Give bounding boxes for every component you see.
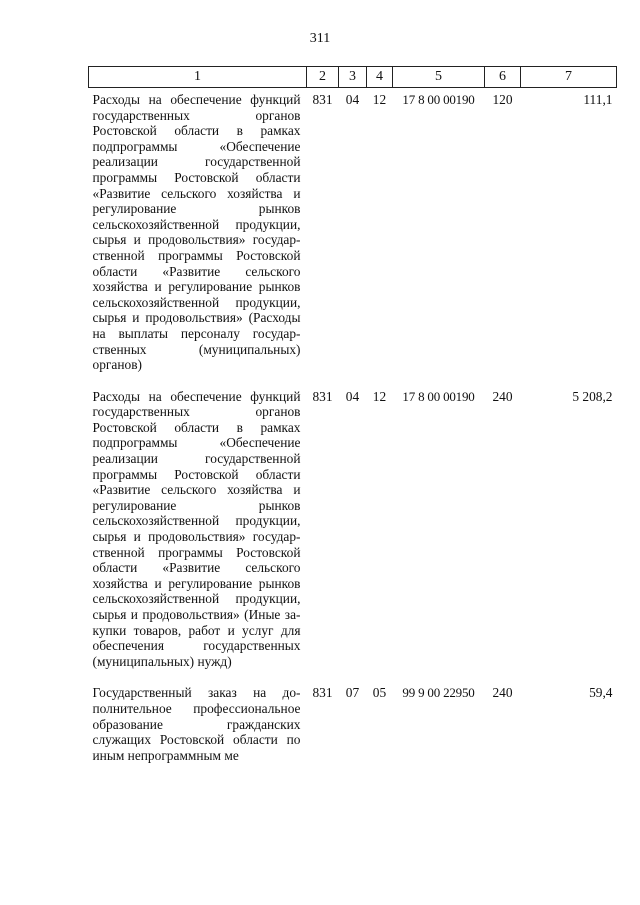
header-col-3: 3 <box>339 67 367 88</box>
row-target-article: 99 9 00 22950 <box>402 685 475 701</box>
header-col-1: 1 <box>89 67 307 88</box>
header-col-2: 2 <box>307 67 339 88</box>
header-row <box>89 67 617 88</box>
table-row <box>89 88 617 385</box>
row-amount: 5 208,2 <box>572 388 613 404</box>
row-section-code: 07 <box>345 685 360 701</box>
row-amount: 111,1 <box>583 92 613 107</box>
row-amount: 59,4 <box>589 685 613 701</box>
row-subsection-code: 12 <box>372 388 387 404</box>
row-target-article: 17 8 00 00190 <box>402 388 475 404</box>
row-ministry-code: 831 <box>312 388 333 404</box>
row-target-article: 17 8 00 00190 <box>402 92 475 107</box>
row-subsection-code: 05 <box>372 685 387 701</box>
table-row <box>89 385 617 682</box>
row-section-code: 04 <box>345 388 360 404</box>
row-ministry-code: 831 <box>312 685 333 701</box>
budget-table <box>88 66 617 775</box>
row-subsection-code: 12 <box>372 92 387 107</box>
table-row <box>89 681 617 775</box>
row-description: Государственный заказ на дополнительное профессиональное образование гражданских служащих Ростовской области по иным непрограммным ме <box>92 685 301 763</box>
page-number: 311 <box>309 31 331 46</box>
row-description: Расходы на обеспечение функций государственных органов Ростовской области в рамках подпрограммы «Обеспечение реализации государственной программы Ростовской области «Развитие сельского хозяйства и регулирование рынков сельскохозяйственной продукции, сырья и продовольствия» государственной программы Ростовской области «Развитие сельского хозяйства и регулирование рынков сельскохозяйственной продукции, сырья и продовольствия» (Иные закупки товаров, работ и услуг для обеспечения государственных (муниципальных) нужд) <box>92 388 301 669</box>
row-section-code: 04 <box>345 92 360 107</box>
row-expense-type: 240 <box>492 685 513 701</box>
row-ministry-code: 831 <box>312 92 333 107</box>
row-description: Расходы на обеспечение функций государственных органов Ростовской области в рамках подпрограммы «Обеспечение реализации государственной программы Ростовской области «Развитие сельского хозяйства и регулирование рынков сельскохозяйственной продукции, сырья и продовольствия» государственной программы Ростовской области «Развитие сельского хозяйства и регулирование рынков сельскохозяйственной продукции, сырья и продовольствия» (Расходы на выплаты персоналу государственных (муниципальных) органов) <box>92 92 301 373</box>
row-expense-type: 240 <box>492 388 513 404</box>
header-col-5: 5 <box>393 67 485 88</box>
header-col-7: 7 <box>521 67 617 88</box>
row-expense-type: 120 <box>492 92 513 107</box>
header-col-6: 6 <box>485 67 521 88</box>
header-col-4: 4 <box>367 67 393 88</box>
